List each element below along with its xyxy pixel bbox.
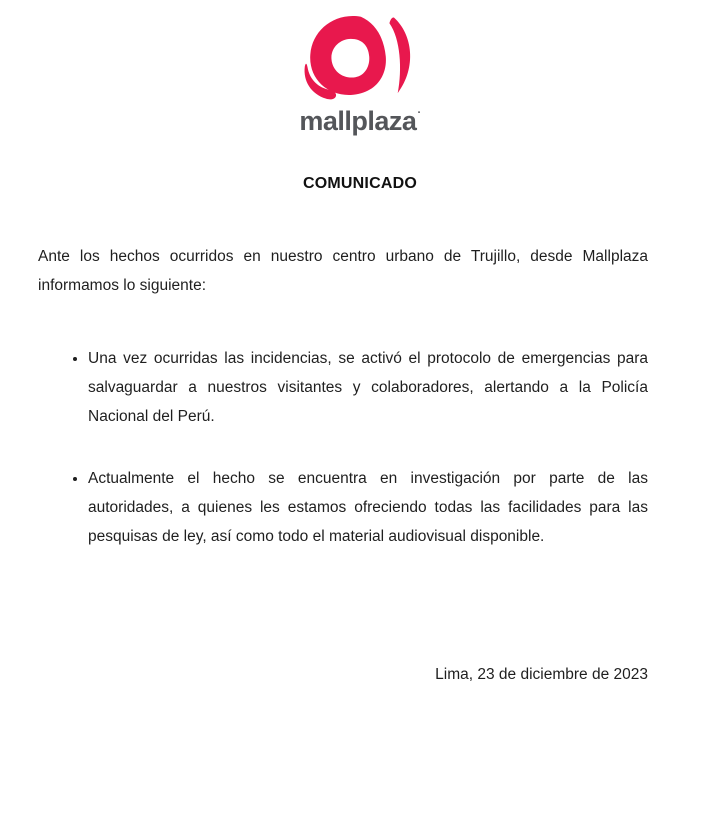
bullet-item: • Una vez ocurridas las incidencias, se activó el protocolo de emergencias para salvaguardar a nuestros visitantes y colaboradores, alertando a la Policía Nacional del Perú. [88, 344, 648, 431]
logo-right-swoosh-shape [389, 18, 410, 94]
bullet-list [38, 344, 648, 551]
mallplaza-logo-icon [298, 14, 422, 106]
intro-paragraph: Ante los hechos ocurridos en nuestro centro urbano de Trujillo, desde Mallplaza informamos lo siguiente: [38, 248, 648, 294]
trademark-dot: · [417, 107, 421, 119]
date-line: Lima, 23 de diciembre de 2023 [435, 666, 648, 683]
logo-ring-shape [310, 16, 386, 95]
wordmark-text: mallplaza [299, 106, 417, 136]
document-title: COMUNICADO [303, 175, 417, 192]
mallplaza-wordmark [0, 108, 720, 135]
bullet-item: • Actualmente el hecho se encuentra en investigación por parte de las autoridades, a quienes les estamos ofreciendo todas las facilidades para las pesquisas de ley, así como todo el material audiovisual disponible. [88, 464, 648, 551]
letterhead [0, 0, 720, 135]
document-body [38, 242, 648, 689]
